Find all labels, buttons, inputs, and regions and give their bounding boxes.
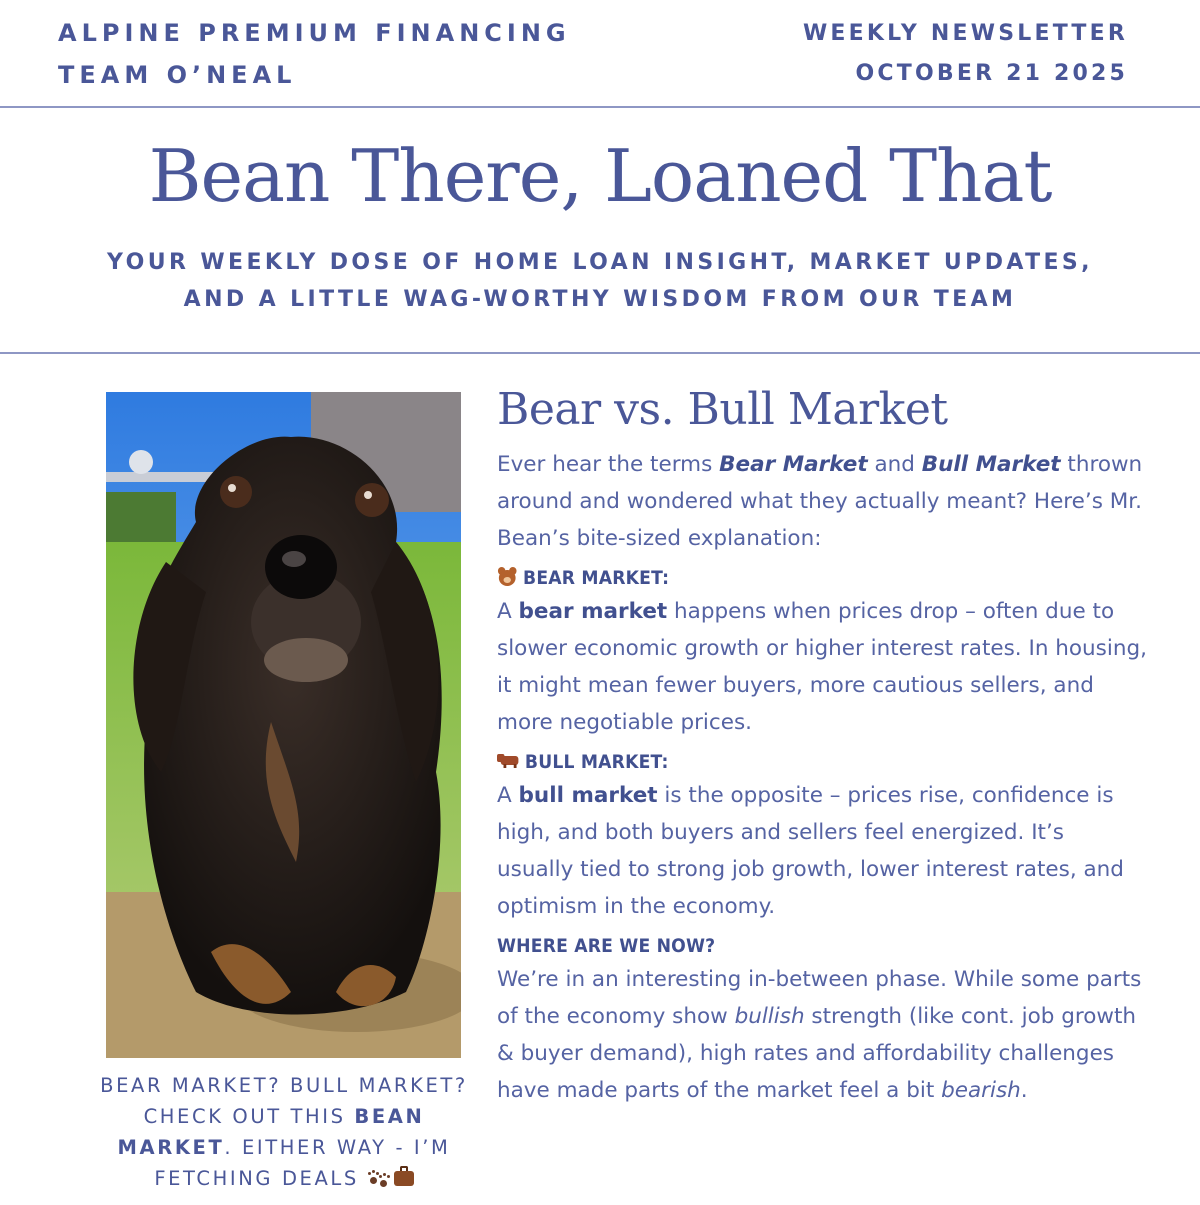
issue-info xyxy=(803,14,1128,94)
bull-term: bull market xyxy=(518,783,658,808)
bear-market-heading xyxy=(497,565,1102,593)
team-name: TEAM O’NEAL xyxy=(58,61,297,89)
bear-heading-text: BEAR MARKET: xyxy=(523,568,670,589)
organization-block xyxy=(58,12,571,96)
bull-market-paragraph xyxy=(497,777,1147,925)
caption-text-start: BEAR MARKET? BULL MARKET? CHECK OUT THIS xyxy=(100,1074,468,1128)
newsletter-tagline xyxy=(0,244,1200,318)
bear-term: bear market xyxy=(518,599,668,624)
intro-text: Ever hear the terms xyxy=(497,452,720,477)
now-text-end: . xyxy=(1020,1078,1028,1103)
organization-name: ALPINE PREMIUM FINANCING xyxy=(58,19,571,47)
term-bear-market: Bear Market xyxy=(719,452,868,477)
photo-caption xyxy=(96,1070,472,1194)
bear-market-paragraph xyxy=(497,593,1147,741)
article-intro xyxy=(497,446,1147,557)
header-divider xyxy=(0,106,1200,108)
bull-market-heading xyxy=(497,749,1102,777)
where-are-we-now-heading: WHERE ARE WE NOW? xyxy=(497,936,716,957)
term-bullish: bullish xyxy=(734,1004,805,1029)
bear-face-icon xyxy=(497,567,517,587)
article xyxy=(497,380,1147,1109)
term-bearish: bearish xyxy=(941,1078,1021,1103)
dog-photo xyxy=(106,392,461,1058)
now-text-start: We’re in an interesting in-between phase. While some parts of the economy show xyxy=(497,967,1142,1029)
bull-text-start: A xyxy=(497,783,519,808)
caption-highlight: BEAN MARKET xyxy=(117,1105,425,1159)
bull-icon xyxy=(497,754,519,768)
term-bull-market: Bull Market xyxy=(921,452,1061,477)
newsletter-header xyxy=(0,0,1200,106)
bull-text: is the opposite – prices rise, confidence is high, and both buyers and sellers feel energized. It’s usually tied to strong job growth, lower interest rates, and optimism in the economy. xyxy=(497,783,1124,919)
caption-text-end: . EITHER WAY - I’M FETCHING DEALS xyxy=(154,1136,451,1190)
masthead-divider xyxy=(0,352,1200,354)
issue-date: OCTOBER 21 2025 xyxy=(855,61,1128,86)
newsletter-title: Bean There, Loaned That xyxy=(148,134,1052,218)
dog-illustration xyxy=(106,392,461,1058)
tagline-line-2: AND A LITTLE WAG-WORTHY WISDOM FROM OUR TEAM xyxy=(183,287,1017,312)
paw-prints-icon xyxy=(368,1169,390,1187)
intro-connector: and xyxy=(867,452,922,477)
now-text-middle: strength (like cont. job growth & buyer demand), high rates and affordability challenges have made parts of the market feel a bit xyxy=(497,1004,1137,1103)
newsletter-kind: WEEKLY NEWSLETTER xyxy=(802,21,1128,46)
bull-heading-text: BULL MARKET: xyxy=(524,752,669,773)
intro-text-end: thrown around and wondered what they actually meant? Here’s Mr. Bean’s bite-sized explanation: xyxy=(497,452,1143,551)
bear-text-start: A xyxy=(497,599,519,624)
bear-text: happens when prices drop – often due to slower economic growth or higher interest rates. In housing, it might mean fewer buyers, more cautious sellers, and more negotiable prices. xyxy=(497,599,1147,735)
briefcase-icon xyxy=(394,1171,414,1186)
where-are-we-now-paragraph xyxy=(497,961,1147,1109)
article-title: Bear vs. Bull Market xyxy=(497,384,948,435)
tagline-line-1: YOUR WEEKLY DOSE OF HOME LOAN INSIGHT, MARKET UPDATES, xyxy=(107,250,1093,275)
